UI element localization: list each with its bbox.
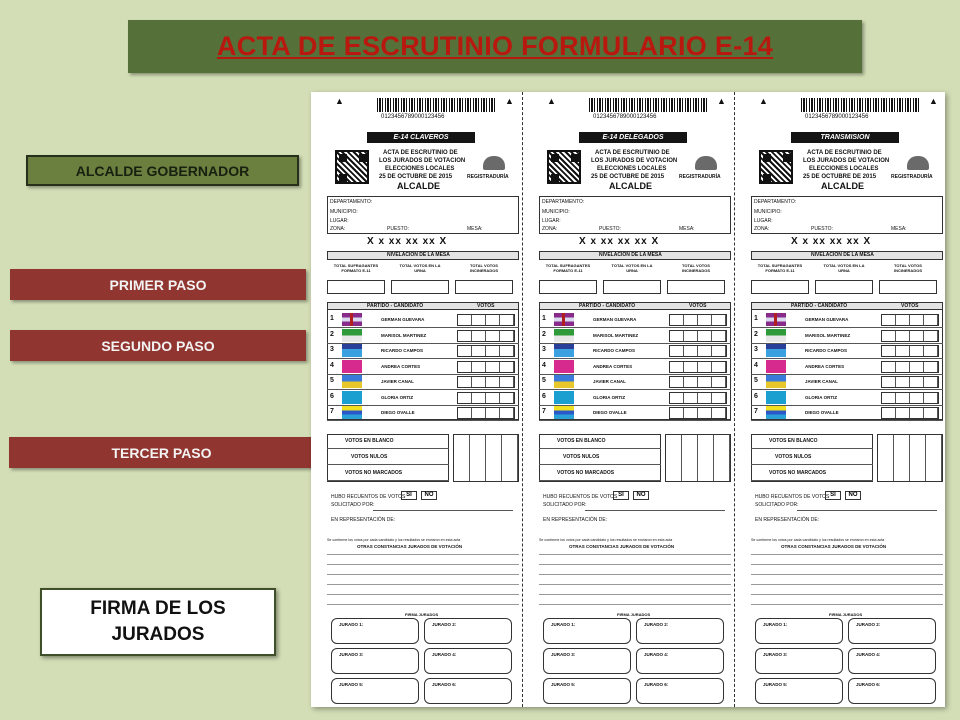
- special-vote-label: VOTOS NO MARCADOS: [769, 470, 827, 476]
- nivelacion-label: NIVELACION DE LA MESA: [387, 252, 450, 258]
- form-copy-1: [317, 92, 527, 707]
- party-logo: [342, 406, 362, 419]
- barcode-number: 0123456789000123456: [381, 114, 445, 120]
- jurado-label: JURADO 1:: [339, 622, 364, 627]
- candidate-name: MARISOL MARTINEZ: [805, 332, 851, 338]
- party-logo: [342, 391, 362, 404]
- total-label-3: TOTAL VOTOS INCINERADOS: [469, 263, 498, 273]
- field-puesto: PUESTO:: [599, 226, 621, 232]
- nivelacion-label: NIVELACION DE LA MESA: [599, 252, 662, 258]
- total-box-2: [815, 280, 873, 294]
- special-row-line: [539, 464, 661, 465]
- special-vote-boxes: [877, 434, 943, 482]
- party-logo: [342, 360, 362, 373]
- firma-jurados-label: [40, 588, 276, 656]
- total-box-2: [391, 280, 449, 294]
- total-label-2: TOTAL VOTOS EN LA URNA: [611, 263, 653, 273]
- x-marks: X x xx xx xx X: [579, 236, 660, 247]
- recount-line: [797, 510, 937, 511]
- candidate-vote-boxes: [457, 361, 515, 373]
- candidate-number: 7: [754, 408, 758, 415]
- candidate-row-line: [327, 420, 519, 421]
- firma-jurados-text: FIRMA DE LOS JURADOS: [90, 598, 226, 645]
- party-logo: [766, 329, 786, 342]
- party-logo: [554, 391, 574, 404]
- candidate-number: 3: [330, 346, 334, 353]
- candidate-number: 1: [754, 315, 758, 322]
- e14-form-sheet: [311, 92, 945, 707]
- candidate-vote-boxes: [881, 314, 939, 326]
- total-box-3: [879, 280, 937, 294]
- party-logo: [766, 406, 786, 419]
- acta-title-2: LOS JURADOS DE VOTACION: [591, 158, 678, 164]
- field-zona: ZONA:: [330, 226, 346, 232]
- special-vote-label: VOTOS NULOS: [351, 454, 388, 460]
- barcode: [377, 98, 495, 112]
- jurado-label: JURADO 1:: [763, 622, 788, 627]
- candidate-name: MARISOL MARTINEZ: [593, 332, 639, 338]
- acta-title-3: ELECCIONES LOCALES: [385, 166, 455, 172]
- election-date: 25 DE OCTUBRE DE 2015: [803, 174, 877, 180]
- registraduria-text: REGISTRADURÍA: [467, 174, 509, 180]
- acta-title-1: ACTA DE ESCRUTINIO DE: [595, 150, 670, 156]
- candidate-name: JAVIER CANAL: [381, 379, 414, 384]
- total-box-1: [751, 280, 809, 294]
- special-row-line: [539, 448, 661, 449]
- field-departamento: DEPARTAMENTO:: [330, 199, 373, 205]
- special-vote-boxes: [453, 434, 519, 482]
- registraduria-crest: [907, 156, 929, 170]
- candidate-vote-boxes: [881, 407, 939, 419]
- candidate-vote-boxes: [669, 376, 727, 388]
- corner-triangle-right: ▲: [505, 96, 514, 106]
- barcode: [801, 98, 919, 112]
- total-label-1: TOTAL SUFRAGANTES FORMATO E-11: [545, 263, 591, 273]
- candidate-name: GERMAN GUEVARA: [381, 317, 425, 322]
- votos-header: VOTOS: [901, 303, 919, 309]
- total-label-1: TOTAL SUFRAGANTES FORMATO E-11: [333, 263, 379, 273]
- total-label-3: TOTAL VOTOS INCINERADOS: [893, 263, 922, 273]
- total-label-1: TOTAL SUFRAGANTES FORMATO E-11: [757, 263, 803, 273]
- party-logo: [766, 360, 786, 373]
- candidate-vote-boxes: [457, 407, 515, 419]
- candidate-name: RICARDO CAMPOS: [805, 348, 848, 353]
- si-box: SI: [401, 491, 417, 500]
- candidate-vote-boxes: [669, 392, 727, 404]
- party-logo: [342, 329, 362, 342]
- recount-requested: SOLICITADO POR:: [543, 502, 587, 508]
- candidate-vote-boxes: [669, 345, 727, 357]
- recount-question: HUBO RECUENTOS DE VOTOS: [755, 494, 830, 500]
- jurado-label: JURADO 3:: [763, 652, 788, 657]
- candidate-number: 2: [542, 330, 546, 338]
- candidate-name: JAVIER CANAL: [805, 379, 838, 384]
- si-box: SI: [613, 491, 629, 500]
- constancias-line: [327, 554, 519, 555]
- votos-header: VOTOS: [477, 303, 495, 309]
- special-row-line: [327, 448, 449, 449]
- registraduria-crest: [695, 156, 717, 170]
- total-box-1: [539, 280, 597, 294]
- special-vote-label: VOTOS EN BLANCO: [557, 438, 606, 444]
- candidate-vote-boxes: [669, 361, 727, 373]
- total-box-3: [455, 280, 513, 294]
- copy-banner: E-14 CLAVEROS: [367, 132, 475, 143]
- total-box-2: [603, 280, 661, 294]
- acta-title-2: LOS JURADOS DE VOTACION: [379, 158, 466, 164]
- candidate-row-line: [539, 420, 731, 421]
- acta-title-2: LOS JURADOS DE VOTACION: [803, 158, 890, 164]
- constancias-line: [751, 584, 943, 585]
- jurado-label: JURADO 4:: [644, 652, 669, 657]
- field-zona: ZONA:: [754, 226, 770, 232]
- jurado-label: JURADO 4:: [856, 652, 881, 657]
- field-municipio: MUNICIPIO:: [330, 209, 358, 215]
- jurado-label: JURADO 6:: [432, 682, 457, 687]
- barcode: [589, 98, 707, 112]
- partido-header: PARTIDO - CANDIDATO: [579, 303, 636, 309]
- copy-banner: TRANSMISION: [791, 132, 899, 143]
- copy-banner: E-14 DELEGADOS: [579, 132, 687, 143]
- otras-constancias: OTRAS CONSTANCIAS JURADOS DE VOTACIÓN: [569, 544, 675, 549]
- total-box-3: [667, 280, 725, 294]
- jurado-label: JURADO 6:: [856, 682, 881, 687]
- recount-requested: SOLICITADO POR:: [331, 502, 375, 508]
- field-municipio: MUNICIPIO:: [542, 209, 570, 215]
- candidate-vote-boxes: [457, 314, 515, 326]
- jurado-label: JURADO 5:: [551, 682, 576, 687]
- special-row-line: [539, 480, 661, 481]
- constancias-line: [327, 604, 519, 605]
- candidate-number: 3: [542, 346, 546, 353]
- conformity-note: Se conforme los votos por cada candidato y los resultados se enviaron en esta acta: [539, 538, 673, 542]
- office-title: ALCALDE: [397, 181, 440, 191]
- field-zona: ZONA:: [542, 226, 558, 232]
- field-puesto: PUESTO:: [811, 226, 833, 232]
- firma-jurados-caption: FIRMA JURADOS: [617, 612, 651, 617]
- special-row-line: [327, 464, 449, 465]
- otras-constancias: OTRAS CONSTANCIAS JURADOS DE VOTACIÓN: [357, 544, 463, 549]
- party-logo: [554, 329, 574, 342]
- corner-triangle-right: ▲: [929, 96, 938, 106]
- candidate-name: DIEGO OVALLE: [381, 410, 415, 415]
- qr-code: [759, 150, 793, 184]
- jurado-label: JURADO 3:: [551, 652, 576, 657]
- constancias-line: [327, 564, 519, 565]
- candidate-number: 5: [330, 377, 334, 384]
- special-vote-label: VOTOS NULOS: [775, 454, 812, 460]
- party-logo: [554, 313, 574, 326]
- candidate-number: 7: [330, 408, 334, 415]
- constancias-line: [539, 554, 731, 555]
- special-vote-label: VOTOS EN BLANCO: [345, 438, 394, 444]
- candidate-row-line: [751, 420, 943, 421]
- constancias-line: [327, 584, 519, 585]
- constancias-line: [539, 584, 731, 585]
- otras-constancias: OTRAS CONSTANCIAS JURADOS DE VOTACIÓN: [781, 544, 887, 549]
- total-label-2: TOTAL VOTOS EN LA URNA: [399, 263, 441, 273]
- jurado-label: JURADO 3:: [339, 652, 364, 657]
- office-title: ALCALDE: [821, 181, 864, 191]
- candidate-name: GERMAN GUEVARA: [593, 317, 637, 322]
- primer-paso-label: PRIMER PASO: [10, 269, 306, 300]
- party-logo: [766, 313, 786, 326]
- barcode-number: 0123456789000123456: [805, 114, 869, 120]
- special-row-line: [751, 448, 873, 449]
- acta-title-1: ACTA DE ESCRUTINIO DE: [807, 150, 882, 156]
- candidate-vote-boxes: [881, 361, 939, 373]
- candidate-name: GLORIA ORTIZ: [805, 394, 838, 400]
- special-vote-label: VOTOS NO MARCADOS: [557, 470, 615, 476]
- field-mesa: MESA:: [891, 226, 907, 232]
- jurado-label: JURADO 2:: [856, 622, 881, 627]
- candidate-number: 4: [542, 361, 546, 369]
- party-logo: [554, 344, 574, 357]
- qr-code: [547, 150, 581, 184]
- corner-triangle-left: ▲: [759, 96, 768, 106]
- party-logo: [554, 360, 574, 373]
- candidate-number: 4: [754, 361, 758, 369]
- total-label-3: TOTAL VOTOS INCINERADOS: [681, 263, 710, 273]
- constancias-line: [327, 594, 519, 595]
- x-marks: X x xx xx xx X: [367, 236, 448, 247]
- constancias-line: [327, 574, 519, 575]
- party-logo: [342, 344, 362, 357]
- constancias-line: [539, 574, 731, 575]
- registraduria-text: REGISTRADURÍA: [891, 174, 933, 180]
- conformity-note: Se conforme los votos por cada candidato y los resultados se enviaron en esta acta: [751, 538, 885, 542]
- special-vote-label: VOTOS NO MARCADOS: [345, 470, 403, 476]
- acta-title-3: ELECCIONES LOCALES: [809, 166, 879, 172]
- candidate-vote-boxes: [669, 314, 727, 326]
- jurado-label: JURADO 5:: [339, 682, 364, 687]
- conformity-note: Se conforme los votos por cada candidato y los resultados se enviaron en esta acta: [327, 538, 461, 542]
- candidate-name: ANDREA CORTES: [593, 363, 633, 369]
- special-vote-boxes: [665, 434, 731, 482]
- special-row-line: [751, 480, 873, 481]
- alcalde-gobernador-label: ALCALDE GOBERNADOR: [26, 155, 299, 186]
- candidate-vote-boxes: [457, 330, 515, 342]
- title-bar: [128, 20, 862, 73]
- candidate-vote-boxes: [881, 376, 939, 388]
- candidate-name: GERMAN GUEVARA: [805, 317, 849, 322]
- corner-triangle-right: ▲: [717, 96, 726, 106]
- si-box: SI: [825, 491, 841, 500]
- acta-title-1: ACTA DE ESCRUTINIO DE: [383, 150, 458, 156]
- jurado-label: JURADO 2:: [644, 622, 669, 627]
- no-box: NO: [845, 491, 861, 500]
- candidate-number: 1: [330, 315, 334, 322]
- representacion-label: EN REPRESENTACIÓN DE:: [543, 517, 608, 523]
- no-box: NO: [421, 491, 437, 500]
- special-row-line: [327, 480, 449, 481]
- constancias-line: [751, 554, 943, 555]
- form-copy-3: [741, 92, 945, 707]
- candidate-number: 6: [542, 392, 546, 400]
- candidate-vote-boxes: [881, 330, 939, 342]
- jurado-label: JURADO 2:: [432, 622, 457, 627]
- field-departamento: DEPARTAMENTO:: [754, 199, 797, 205]
- partido-header: PARTIDO - CANDIDATO: [367, 303, 424, 309]
- total-box-1: [327, 280, 385, 294]
- party-logo: [766, 344, 786, 357]
- special-row-line: [751, 464, 873, 465]
- registraduria-text: REGISTRADURÍA: [679, 174, 721, 180]
- jurado-label: JURADO 6:: [644, 682, 669, 687]
- recount-line: [585, 510, 725, 511]
- field-municipio: MUNICIPIO:: [754, 209, 782, 215]
- x-marks: X x xx xx xx X: [791, 236, 872, 247]
- candidate-name: ANDREA CORTES: [805, 363, 845, 369]
- nivelacion-label: NIVELACION DE LA MESA: [811, 252, 874, 258]
- jurado-label: JURADO 4:: [432, 652, 457, 657]
- candidate-number: 4: [330, 361, 334, 369]
- candidate-number: 2: [330, 330, 334, 338]
- candidate-name: RICARDO CAMPOS: [593, 348, 636, 353]
- candidate-vote-boxes: [457, 345, 515, 357]
- constancias-line: [751, 594, 943, 595]
- party-logo: [554, 406, 574, 419]
- constancias-line: [751, 574, 943, 575]
- candidate-name: RICARDO CAMPOS: [381, 348, 424, 353]
- field-lugar: LUGAR:: [754, 218, 773, 224]
- jurado-label: JURADO 1:: [551, 622, 576, 627]
- field-departamento: DEPARTAMENTO:: [542, 199, 585, 205]
- corner-triangle-left: ▲: [547, 96, 556, 106]
- constancias-line: [751, 604, 943, 605]
- field-lugar: LUGAR:: [330, 218, 349, 224]
- candidate-name: ANDREA CORTES: [381, 363, 421, 369]
- candidate-number: 7: [542, 408, 546, 415]
- constancias-line: [539, 594, 731, 595]
- party-logo: [554, 375, 574, 388]
- recount-requested: SOLICITADO POR:: [755, 502, 799, 508]
- election-date: 25 DE OCTUBRE DE 2015: [379, 174, 453, 180]
- candidate-name: GLORIA ORTIZ: [593, 394, 626, 400]
- qr-code: [335, 150, 369, 184]
- candidate-vote-boxes: [881, 392, 939, 404]
- candidate-number: 1: [542, 315, 546, 322]
- recount-line: [373, 510, 513, 511]
- recount-question: HUBO RECUENTOS DE VOTOS: [543, 494, 618, 500]
- candidate-number: 3: [754, 346, 758, 353]
- office-title: ALCALDE: [609, 181, 652, 191]
- candidate-name: JAVIER CANAL: [593, 379, 626, 384]
- form-copy-2: [529, 92, 739, 707]
- firma-jurados-caption: FIRMA JURADOS: [829, 612, 863, 617]
- candidate-vote-boxes: [669, 330, 727, 342]
- special-vote-label: VOTOS NULOS: [563, 454, 600, 460]
- field-mesa: MESA:: [467, 226, 483, 232]
- constancias-line: [539, 564, 731, 565]
- recount-question: HUBO RECUENTOS DE VOTOS: [331, 494, 406, 500]
- party-logo: [766, 391, 786, 404]
- tercer-paso-label: TERCER PASO: [9, 437, 314, 468]
- candidate-vote-boxes: [457, 376, 515, 388]
- votos-header: VOTOS: [689, 303, 707, 309]
- field-puesto: PUESTO:: [387, 226, 409, 232]
- candidate-number: 6: [330, 392, 334, 400]
- barcode-number: 0123456789000123456: [593, 114, 657, 120]
- constancias-line: [539, 604, 731, 605]
- partido-header: PARTIDO - CANDIDATO: [791, 303, 848, 309]
- segundo-paso-label: SEGUNDO PASO: [10, 330, 306, 361]
- election-date: 25 DE OCTUBRE DE 2015: [591, 174, 665, 180]
- registraduria-crest: [483, 156, 505, 170]
- candidate-number: 5: [542, 377, 546, 384]
- jurado-label: JURADO 5:: [763, 682, 788, 687]
- field-lugar: LUGAR:: [542, 218, 561, 224]
- candidate-name: GLORIA ORTIZ: [381, 394, 414, 400]
- special-vote-label: VOTOS EN BLANCO: [769, 438, 818, 444]
- candidate-vote-boxes: [669, 407, 727, 419]
- candidate-name: DIEGO OVALLE: [805, 410, 839, 415]
- corner-triangle-left: ▲: [335, 96, 344, 106]
- page-title: ACTA DE ESCRUTINIO FORMULARIO E-14: [216, 31, 774, 61]
- acta-title-3: ELECCIONES LOCALES: [597, 166, 667, 172]
- representacion-label: EN REPRESENTACIÓN DE:: [331, 517, 396, 523]
- total-label-2: TOTAL VOTOS EN LA URNA: [823, 263, 865, 273]
- candidate-name: MARISOL MARTINEZ: [381, 332, 427, 338]
- candidate-vote-boxes: [457, 392, 515, 404]
- party-logo: [342, 313, 362, 326]
- candidate-name: DIEGO OVALLE: [593, 410, 627, 415]
- party-logo: [342, 375, 362, 388]
- no-box: NO: [633, 491, 649, 500]
- field-mesa: MESA:: [679, 226, 695, 232]
- constancias-line: [751, 564, 943, 565]
- candidate-number: 2: [754, 330, 758, 338]
- firma-jurados-caption: FIRMA JURADOS: [405, 612, 439, 617]
- representacion-label: EN REPRESENTACIÓN DE:: [755, 517, 820, 523]
- party-logo: [766, 375, 786, 388]
- candidate-vote-boxes: [881, 345, 939, 357]
- candidate-number: 6: [754, 392, 758, 400]
- candidate-number: 5: [754, 377, 758, 384]
